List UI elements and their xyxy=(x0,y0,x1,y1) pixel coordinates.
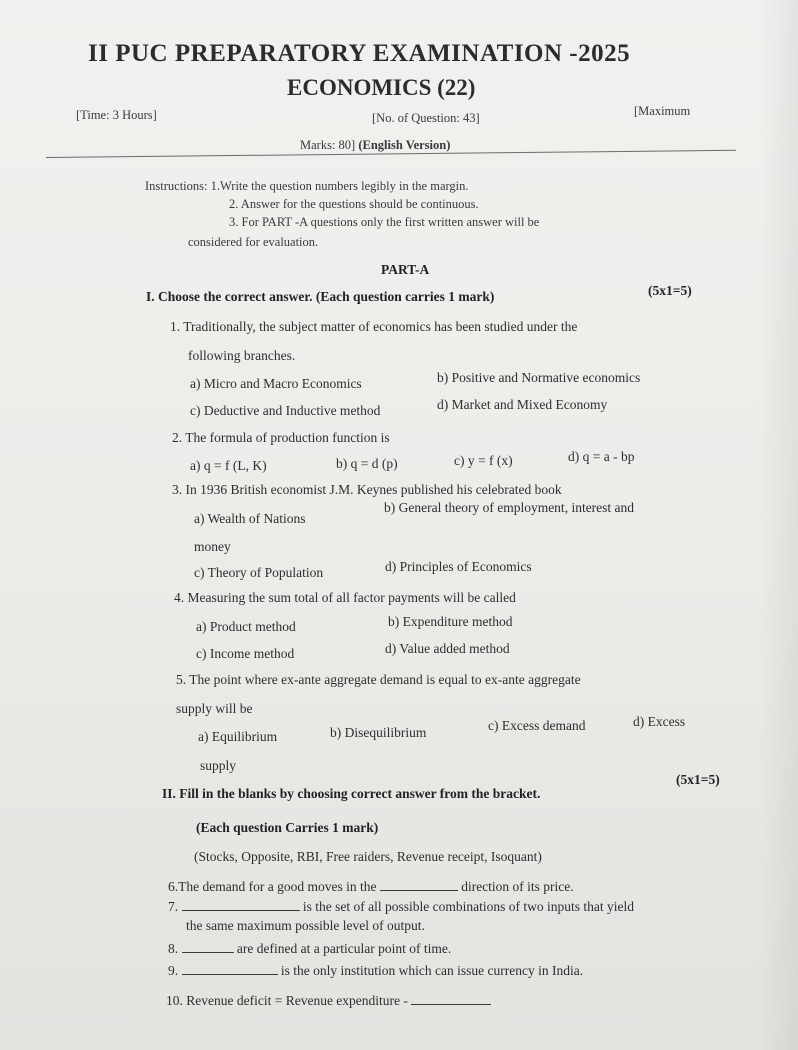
instruction-2: 2. Answer for the questions should be continuous. xyxy=(229,197,479,211)
q3-option-d: d) Principles of Economics xyxy=(385,559,532,574)
question-9 xyxy=(168,962,583,979)
question-1: 1. Traditionally, the subject matter of economics has been studied under the xyxy=(170,319,578,334)
q4-option-d: d) Value added method xyxy=(385,641,510,656)
instructions-label: Instructions: xyxy=(145,179,208,193)
marks-label: Marks: 80] xyxy=(300,138,356,152)
question-6 xyxy=(168,878,574,895)
q4-option-b: b) Expenditure method xyxy=(388,614,513,629)
instruction-3-cont: considered for evaluation. xyxy=(188,235,319,249)
q2-option-a: a) q = f (L, K) xyxy=(190,458,267,473)
question-4: 4. Measuring the sum total of all factor payments will be called xyxy=(174,590,516,605)
q10-blank xyxy=(411,992,491,1005)
q8-blank xyxy=(182,940,234,953)
q7-text: is the set of all possible combinations of two inputs that yield xyxy=(302,899,634,914)
question-5: 5. The point where ex-ante aggregate demand is equal to ex-ante aggregate xyxy=(176,672,581,687)
question-2: 2. The formula of production function is xyxy=(172,430,390,445)
q3-option-b: b) General theory of employment, interest and xyxy=(384,500,635,515)
question-3: 3. In 1936 British economist J.M. Keynes published his celebrated book xyxy=(172,482,562,497)
marks-line xyxy=(300,138,450,153)
time-label: [Time: 3 Hours] xyxy=(76,108,157,122)
maximum-label: [Maximum xyxy=(634,104,691,118)
q6-text-start: 6.The demand for a good moves in the xyxy=(168,879,377,894)
section-2-marks: (5x1=5) xyxy=(676,772,720,787)
section-1-marks: (5x1=5) xyxy=(648,283,692,298)
question-7-cont: the same maximum possible level of output. xyxy=(186,918,425,933)
q3-option-a: a) Wealth of Nations xyxy=(194,511,306,526)
question-7 xyxy=(168,898,634,915)
q5-option-d-cont: supply xyxy=(200,758,237,773)
q2-option-b: b) q = d (p) xyxy=(336,456,398,471)
q5-option-b: b) Disequilibrium xyxy=(330,725,427,740)
instruction-1: 1.Write the question numbers legibly in the margin. xyxy=(210,179,469,193)
q10-text: 10. Revenue deficit = Revenue expenditure - xyxy=(166,993,408,1008)
q7-number: 7. xyxy=(168,899,179,914)
q6-blank xyxy=(380,878,458,891)
section-1-heading: I. Choose the correct answer. (Each question carries 1 mark) xyxy=(146,289,495,304)
section-2-heading: II. Fill in the blanks by choosing correct answer from the bracket. xyxy=(162,786,541,801)
q3-option-c: c) Theory of Population xyxy=(194,565,324,580)
q3-option-b-cont: money xyxy=(194,539,231,554)
version-label: (English Version) xyxy=(358,138,451,152)
q1-option-a: a) Micro and Macro Economics xyxy=(190,376,362,391)
q2-option-d: d) q = a - bp xyxy=(568,449,635,464)
q1-option-c: c) Deductive and Inductive method xyxy=(190,403,381,418)
subject-title: ECONOMICS (22) xyxy=(287,75,476,100)
q7-blank xyxy=(182,898,300,911)
fill-options: (Stocks, Opposite, RBI, Free raiders, Revenue receipt, Isoquant) xyxy=(194,849,542,864)
q5-option-c: c) Excess demand xyxy=(488,718,586,733)
exam-title: II PUC PREPARATORY EXAMINATION -2025 xyxy=(88,40,631,67)
q9-text: is the only institution which can issue currency in India. xyxy=(280,963,584,978)
q4-option-a: a) Product method xyxy=(196,619,296,634)
q8-number: 8. xyxy=(168,941,179,956)
section-2-subheading: (Each question Carries 1 mark) xyxy=(196,820,379,835)
q5-option-a: a) Equilibrium xyxy=(198,729,278,744)
q8-text: are defined at a particular point of time. xyxy=(236,941,452,956)
question-10 xyxy=(166,992,491,1009)
question-1-cont: following branches. xyxy=(188,348,296,363)
part-a-heading: PART-A xyxy=(381,262,430,277)
instructions-line-1 xyxy=(145,179,469,194)
question-5-cont: supply will be xyxy=(176,701,253,716)
question-8 xyxy=(168,940,451,957)
instruction-3: 3. For PART -A questions only the first written answer will be xyxy=(229,215,540,229)
q2-option-c: c) y = f (x) xyxy=(454,453,513,468)
q6-text-end: direction of its price. xyxy=(461,879,574,894)
q9-number: 9. xyxy=(168,963,179,978)
q1-option-d: d) Market and Mixed Economy xyxy=(437,397,608,412)
q9-blank xyxy=(182,962,278,975)
q1-option-b: b) Positive and Normative economics xyxy=(437,370,641,385)
q5-option-d: d) Excess xyxy=(633,714,686,729)
question-count-label: [No. of Question: 43] xyxy=(372,111,480,125)
q4-option-c: c) Income method xyxy=(196,646,295,661)
